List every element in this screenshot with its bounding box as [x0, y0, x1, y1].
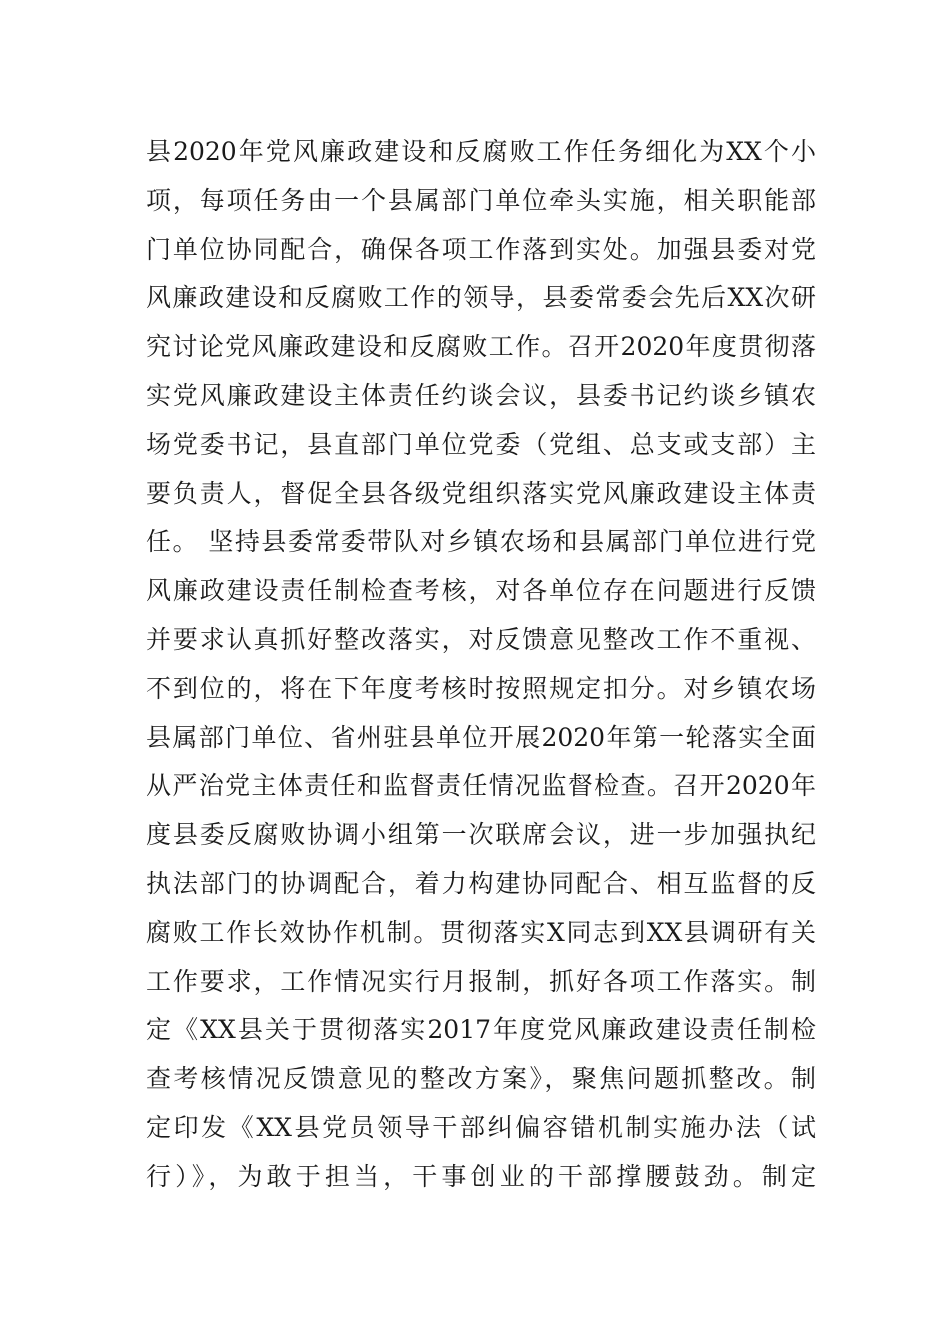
text-line: 任。 坚持县委常委带队对乡镇农场和县属部门单位进行党	[146, 527, 816, 557]
text-line: 不到位的，将在下年度考核时按照规定扣分。对乡镇农场	[146, 673, 816, 703]
text-line: 风廉政建设和反腐败工作的领导，县委常委会先后XX次研	[146, 283, 816, 313]
text-line: 项，每项任务由一个县属部门单位牵头实施，相关职能部	[146, 185, 816, 215]
text-line: 风廉政建设责任制检查考核，对各单位存在问题进行反馈	[146, 576, 816, 606]
text-line: 要负责人，督促全县各级党组织落实党风廉政建设主体责	[146, 478, 816, 508]
body-paragraph	[146, 128, 816, 1202]
text-line: 县属部门单位、省州驻县单位开展2020年第一轮落实全面	[146, 722, 816, 752]
text-line: 查考核情况反馈意见的整改方案》，聚焦问题抓整改。制	[146, 1064, 816, 1094]
text-line: 门单位协同配合，确保各项工作落到实处。加强县委对党	[146, 234, 816, 264]
text-line: 度县委反腐败协调小组第一次联席会议，进一步加强执纪	[146, 820, 816, 850]
text-line: 究讨论党风廉政建设和反腐败工作。召开2020年度贯彻落	[146, 332, 816, 362]
text-line: 从严治党主体责任和监督责任情况监督检查。召开2020年	[146, 771, 816, 801]
text-line: 场党委书记，县直部门单位党委（党组、总支或支部）主	[146, 429, 816, 459]
text-line: 定《XX县关于贯彻落实2017年度党风廉政建设责任制检	[146, 1015, 816, 1045]
text-line: 腐败工作长效协作机制。贯彻落实X同志到XX县调研有关	[146, 917, 816, 947]
text-line: 执法部门的协调配合，着力构建协同配合、相互监督的反	[146, 868, 816, 898]
text-line: 工作要求，工作情况实行月报制，抓好各项工作落实。制	[146, 966, 816, 996]
text-line: 实党风廉政建设主体责任约谈会议，县委书记约谈乡镇农	[146, 380, 816, 410]
text-line: 并要求认真抓好整改落实，对反馈意见整改工作不重视、	[146, 624, 816, 654]
text-line: 定印发《XX县党员领导干部纠偏容错机制实施办法（试	[146, 1112, 816, 1142]
text-line: 县2020年党风廉政建设和反腐败工作任务细化为XX个小	[146, 137, 816, 166]
text-line: 行）》，为敢于担当，干事创业的干部撑腰鼓劲。制定	[146, 1161, 816, 1191]
